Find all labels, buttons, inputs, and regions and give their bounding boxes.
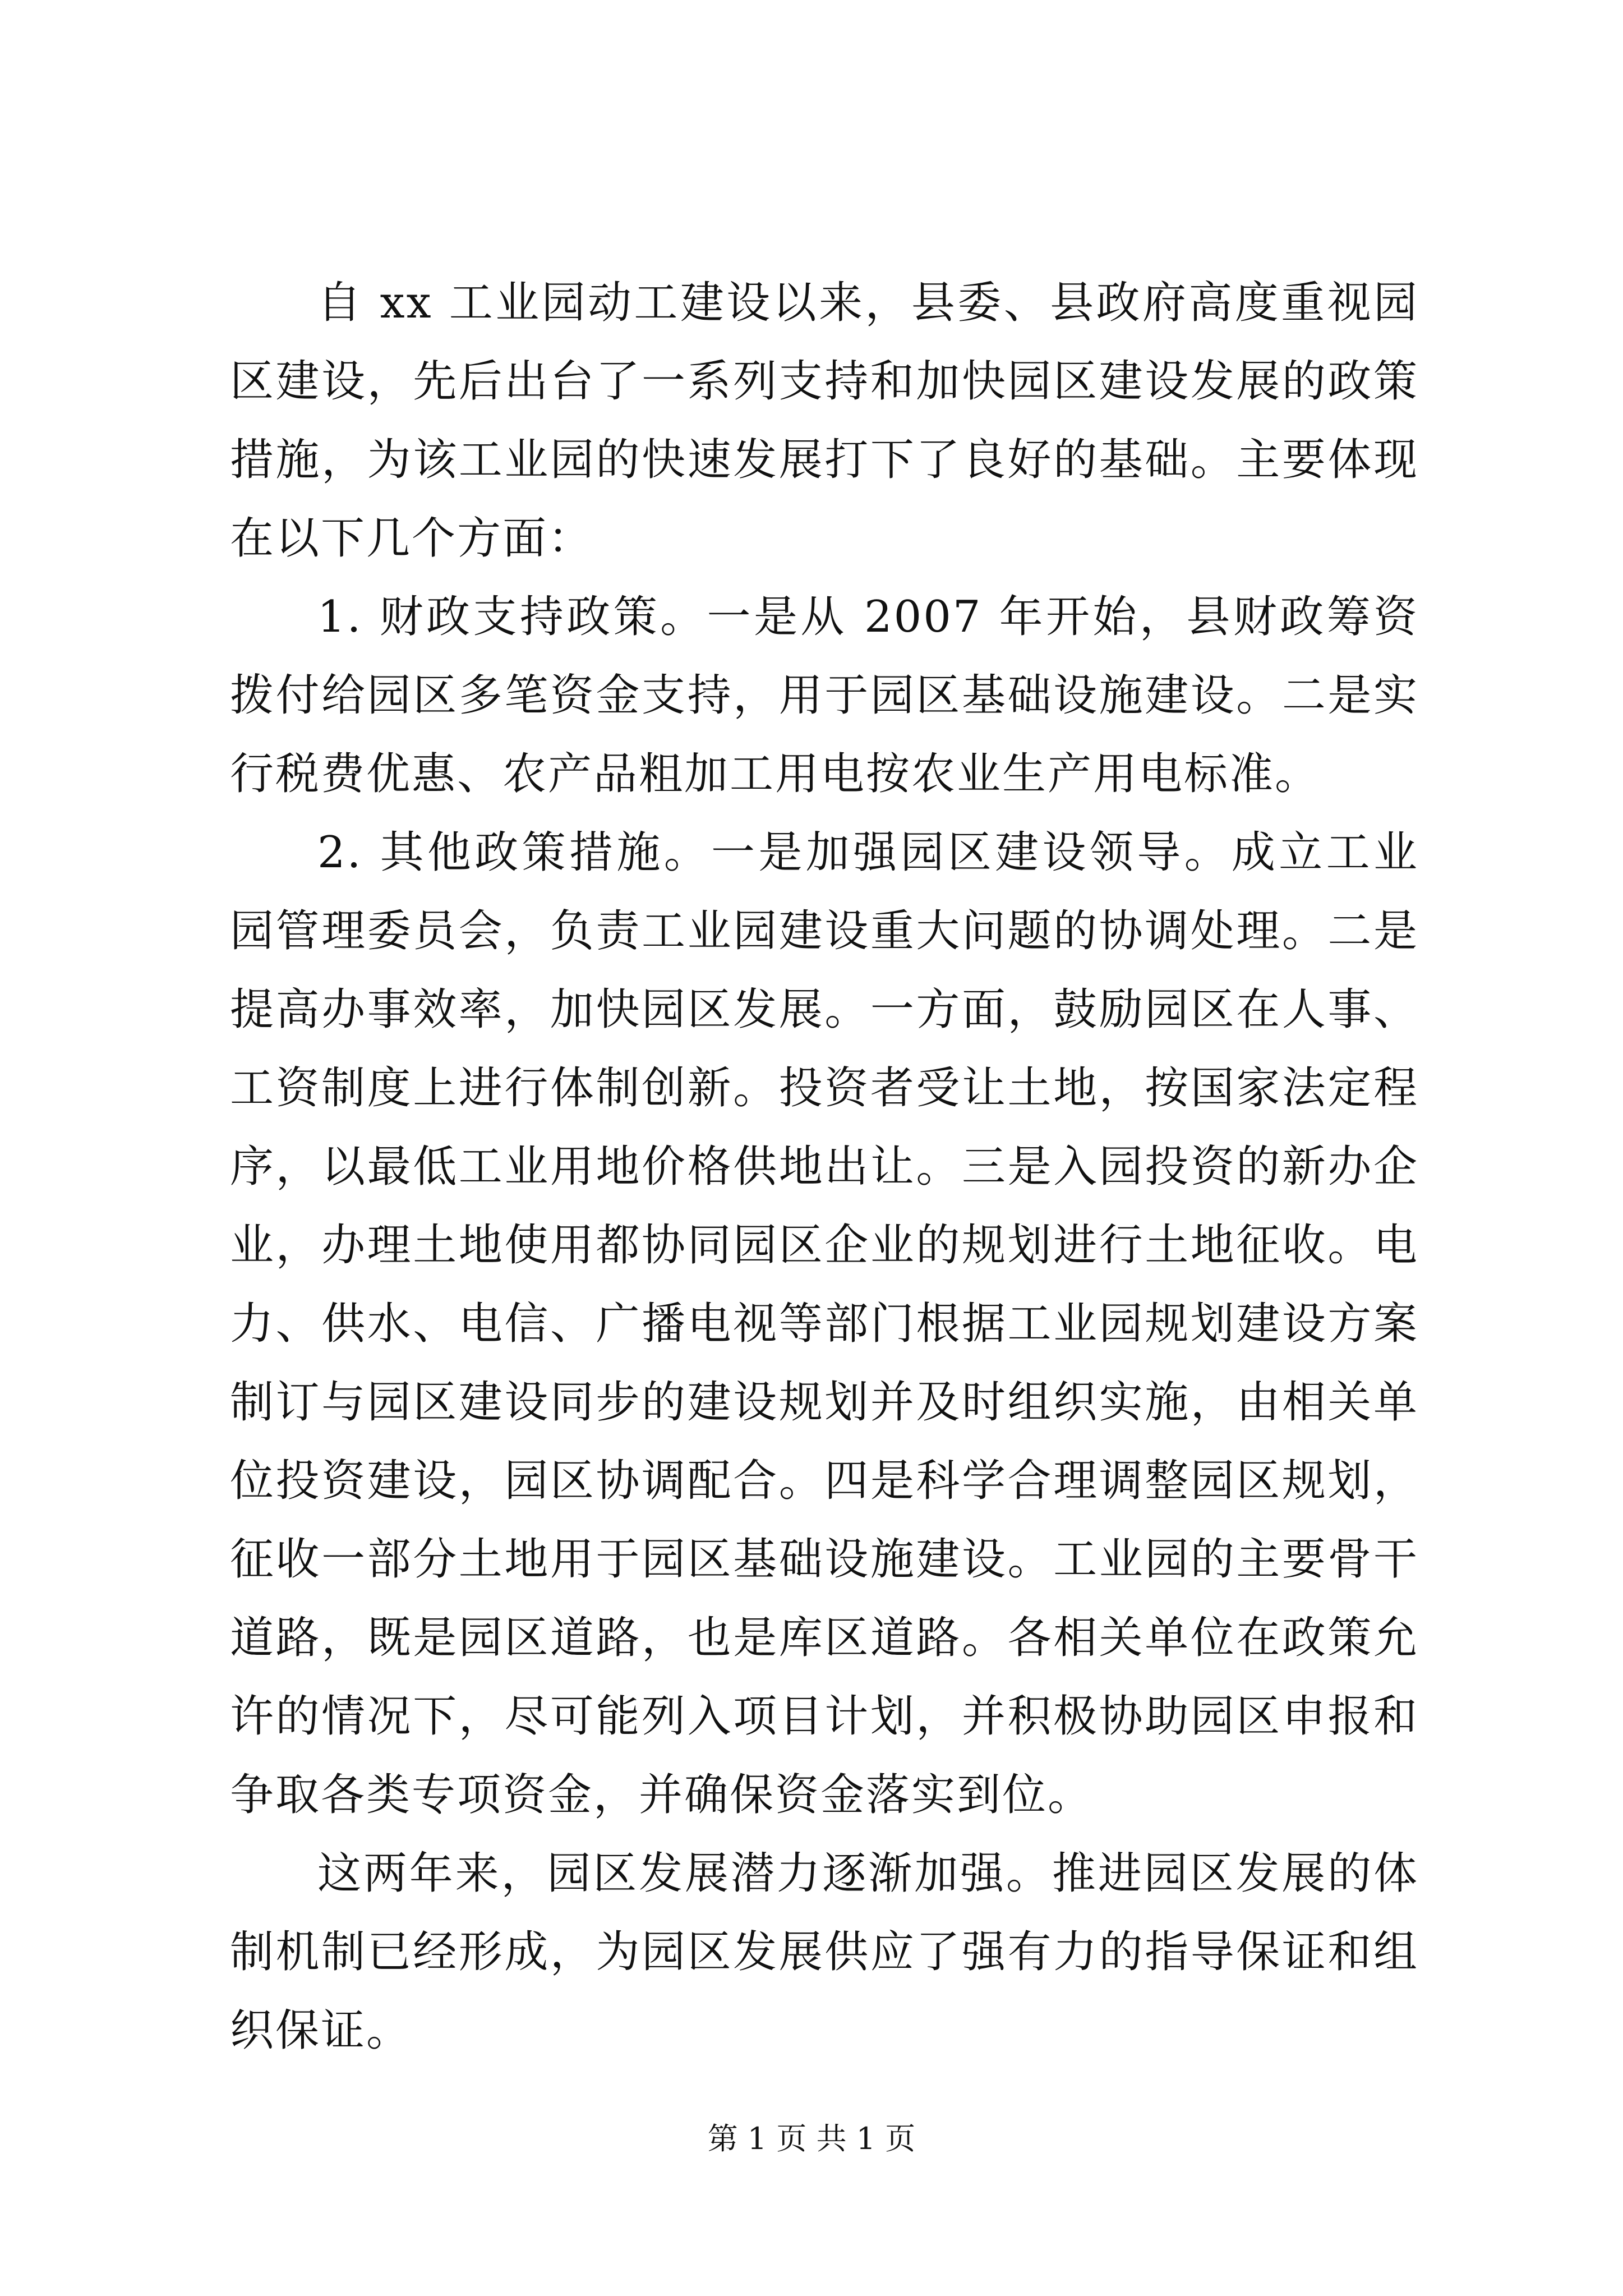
- paragraph-other-policies: 2. 其他政策措施。一是加强园区建设领导。成立工业园管理委员会，负责工业园建设重大问题的协调处理。二是提高办事效率，加快园区发展。一方面，鼓励园区在人事、工资制度上进行体制创新。投资者受让土地，按国家法定程序，以最低工业用地价格供地出让。三是入园投资的新办企业，办理土地使用都协同园区企业的规划进行土地征收。电力、供水、电信、广播电视等部门根据工业园规划建设方案制订与园区建设同步的建设规划并及时组织实施，由相关单位投资建设，园区协调配合。四是科学合理调整园区规划，征收一部分土地用于园区基础设施建设。工业园的主要骨干道路，既是园区道路，也是库区道路。各相关单位在政策允许的情况下，尽可能列入项目计划，并积极协助园区申报和争取各类专项资金，并确保资金落实到位。: [230, 827, 1419, 1820]
- paragraph-intro: 自 xx 工业园动工建设以来，县委、县政府高度重视园区建设，先后出台了一系列支持和加快园区建设发展的政策措施，为该工业园的快速发展打下了良好的基础。主要体现在以下几个方面：: [230, 278, 1419, 564]
- page-number-footer: 第 1 页 共 1 页: [707, 2121, 916, 2156]
- document-body: [230, 264, 1419, 2070]
- paragraph-conclusion: 这两年来，园区发展潜力逐渐加强。推进园区发展的体制机制已经形成，为园区发展供应了强有力的指导保证和组织保证。: [230, 1848, 1419, 2056]
- paragraph-financial-policy: 1. 财政支持政策。一是从 2007 年开始，县财政筹资拨付给园区多笔资金支持，用于园区基础设施建设。二是实行税费优惠、农产品粗加工用电按农业生产用电标准。: [230, 592, 1419, 799]
